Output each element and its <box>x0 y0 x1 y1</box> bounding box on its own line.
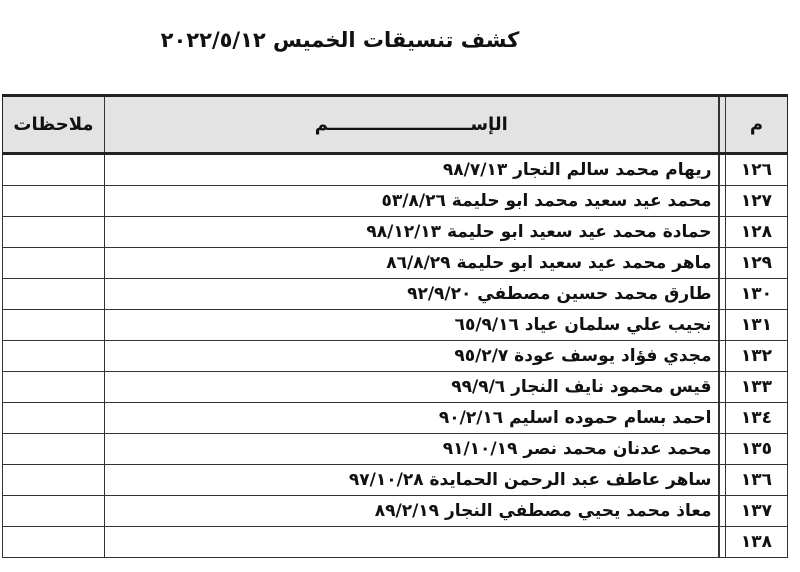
table-row <box>3 310 788 341</box>
row-notes <box>3 154 105 186</box>
row-gap <box>719 248 726 279</box>
row-name: حمادة محمد عيد سعيد ابو حليمة ٩٨/١٢/١٣ <box>105 217 719 248</box>
row-name: مجدي فؤاد يوسف عودة ٩٥/٢/٧ <box>105 341 719 372</box>
table-row <box>3 496 788 527</box>
row-name: قيس محمود نايف النجار ٩٩/٩/٦ <box>105 372 719 403</box>
row-notes <box>3 434 105 465</box>
header-name: الإســـــــــــــــــــــــم <box>105 96 719 154</box>
row-gap <box>719 465 726 496</box>
row-notes <box>3 310 105 341</box>
row-notes <box>3 372 105 403</box>
row-number: ١٣٤ <box>726 403 788 434</box>
table-row <box>3 403 788 434</box>
row-gap <box>719 372 726 403</box>
row-number: ١٣٥ <box>726 434 788 465</box>
row-gap <box>719 341 726 372</box>
row-notes <box>3 527 105 558</box>
row-gap <box>719 310 726 341</box>
table-header-row <box>3 96 788 154</box>
row-gap <box>719 217 726 248</box>
row-name: ساهر عاطف عبد الرحمن الحمايدة ٩٧/١٠/٢٨ <box>105 465 719 496</box>
header-gap <box>719 96 726 154</box>
row-notes <box>3 279 105 310</box>
row-name: ريهام محمد سالم النجار ٩٨/٧/١٣ <box>105 154 719 186</box>
table-row <box>3 154 788 186</box>
row-notes <box>3 186 105 217</box>
row-notes <box>3 248 105 279</box>
row-name: ماهر محمد عيد سعيد ابو حليمة ٨٦/٨/٢٩ <box>105 248 719 279</box>
row-name: طارق محمد حسين مصطفي ٩٢/٩/٢٠ <box>105 279 719 310</box>
row-gap <box>719 434 726 465</box>
row-number: ١٣١ <box>726 310 788 341</box>
row-name: معاذ محمد يحيي مصطفي النجار ٨٩/٢/١٩ <box>105 496 719 527</box>
table-row <box>3 217 788 248</box>
row-number: ١٣٢ <box>726 341 788 372</box>
row-number: ١٣٨ <box>726 527 788 558</box>
row-number: ١٣٦ <box>726 465 788 496</box>
row-gap <box>719 403 726 434</box>
row-notes <box>3 341 105 372</box>
table-row <box>3 527 788 558</box>
row-number: ١٣٧ <box>726 496 788 527</box>
row-gap <box>719 154 726 186</box>
row-notes <box>3 403 105 434</box>
row-notes <box>3 465 105 496</box>
names-table <box>2 94 788 558</box>
header-notes: ملاحظات <box>3 96 105 154</box>
document-title: كشف تنسيقات الخميس ٢٠٢٢/٥/١٢ <box>160 28 520 52</box>
row-number: ١٢٧ <box>726 186 788 217</box>
row-name: نجيب علي سلمان عياد ٦٥/٩/١٦ <box>105 310 719 341</box>
row-name <box>105 527 719 558</box>
row-number: ١٣٣ <box>726 372 788 403</box>
table-row <box>3 186 788 217</box>
row-name: احمد بسام حموده اسليم ٩٠/٢/١٦ <box>105 403 719 434</box>
row-gap <box>719 279 726 310</box>
row-notes <box>3 496 105 527</box>
row-number: ١٢٦ <box>726 154 788 186</box>
table-row <box>3 434 788 465</box>
row-gap <box>719 527 726 558</box>
header-number: م <box>726 96 788 154</box>
table-row <box>3 279 788 310</box>
row-gap <box>719 186 726 217</box>
row-name: محمد عيد سعيد محمد ابو حليمة ٥٣/٨/٢٦ <box>105 186 719 217</box>
row-name: محمد عدنان محمد نصر ٩١/١٠/١٩ <box>105 434 719 465</box>
table-row <box>3 248 788 279</box>
table-row <box>3 372 788 403</box>
row-gap <box>719 496 726 527</box>
row-number: ١٢٩ <box>726 248 788 279</box>
row-number: ١٢٨ <box>726 217 788 248</box>
row-number: ١٣٠ <box>726 279 788 310</box>
row-notes <box>3 217 105 248</box>
table-row <box>3 465 788 496</box>
table-row <box>3 341 788 372</box>
